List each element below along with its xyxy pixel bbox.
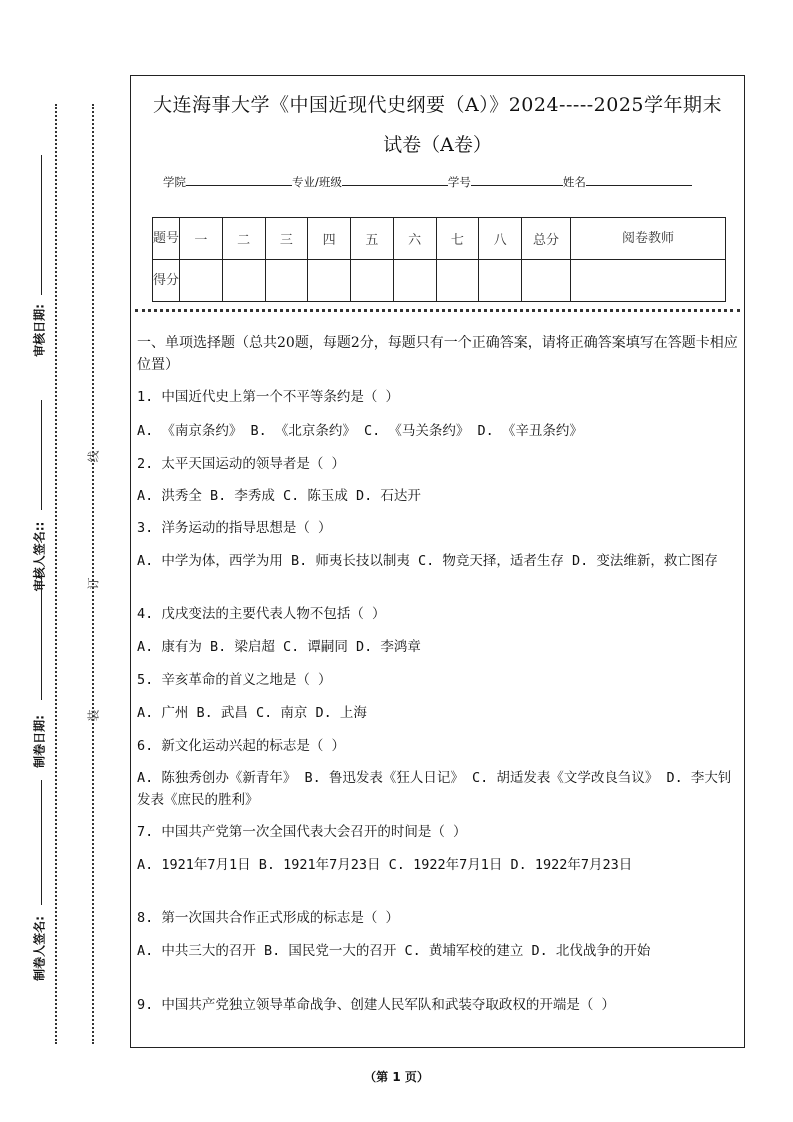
grader-cell[interactable] [571,260,726,302]
options-1: A. 《南京条约》 B. 《北京条约》 C. 《马关条约》 D. 《辛丑条约》 [137,423,583,439]
score-cell[interactable] [393,260,436,302]
col-header: 七 [436,218,479,260]
options-8: A. 中共三大的召开 B. 国民党一大的召开 C. 黄埔军校的建立 D. 北伐战争的开始 [137,943,651,959]
col-header: 二 [222,218,265,260]
binding-dotted-line-outer [55,104,57,1044]
col-header: 四 [308,218,351,260]
score-cell[interactable] [180,260,223,302]
score-cell[interactable] [436,260,479,302]
review-date-field[interactable] [41,155,42,295]
question-6: 6. 新文化运动兴起的标志是（ ） [137,738,346,754]
score-table [152,217,726,302]
exam-title-line1: 大连海事大学《中国近现代史纲要（A）》2024-----2025学年期末 [152,94,723,116]
binding-char-zhuang: 装 [86,709,101,722]
binding-char-ding: 订 [86,577,101,590]
question-1: 1. 中国近代史上第一个不平等条约是（ ） [137,389,400,405]
question-2: 2. 太平天国运动的领导者是（ ） [137,456,346,472]
student-info-row [163,173,692,190]
student-id-field[interactable] [471,173,563,186]
major-field[interactable] [342,173,448,186]
question-8: 8. 第一次国共合作正式形成的标志是（ ） [137,910,400,926]
question-5: 5. 辛亥革命的首义之地是（ ） [137,672,332,688]
question-number-label: 题号 [153,218,180,260]
name-field[interactable] [586,173,692,186]
dotted-separator [135,309,740,312]
exam-title-line2: 试卷（A卷） [383,134,492,156]
options-3: A. 中学为体，西学为用 B. 师夷长技以制夷 C. 物竞天择，适者生存 D. 变法维新，救亡图存 [137,553,718,569]
page-number: （第 1 页） [364,1070,429,1084]
options-7: A. 1921年7月1日 B. 1921年7月23日 C. 1922年7月1日 D. 1922年7月23日 [137,857,633,873]
total-header: 总分 [522,218,571,260]
make-date-field[interactable] [41,575,42,700]
col-header: 五 [351,218,394,260]
score-table-score-row [153,260,726,302]
score-cell[interactable] [222,260,265,302]
col-header: 三 [265,218,308,260]
col-header: 六 [393,218,436,260]
score-label: 得分 [153,260,180,302]
total-score-cell[interactable] [522,260,571,302]
question-7: 7. 中国共产党第一次全国代表大会召开的时间是（ ） [137,824,467,840]
score-cell[interactable] [351,260,394,302]
score-table-header-row [153,218,726,260]
exam-frame [130,75,745,1048]
major-label: 专业/班级 [292,175,342,189]
college-label: 学院 [163,175,186,189]
make-date-label: 制卷日期: [32,715,47,768]
name-label: 姓名 [562,175,586,189]
reviewer-sign-field[interactable] [41,400,42,510]
maker-sign-field[interactable] [41,780,42,905]
score-cell[interactable] [479,260,522,302]
reviewer-sign-label: 审核人签名:: [32,521,47,592]
section-title: 一、单项选择题（总共20题，每题2分，每题只有一个正确答案，请将正确答案填写在答题卡相应位置） [137,335,738,373]
college-field[interactable] [186,173,292,186]
question-3: 3. 洋务运动的指导思想是（ ） [137,520,332,536]
question-9: 9. 中国共产党独立领导革命战争、创建人民军队和武装夺取政权的开端是（ ） [137,997,616,1013]
options-2: A. 洪秀全 B. 李秀成 C. 陈玉成 D. 石达开 [137,488,421,504]
options-6: A. 陈独秀创办《新青年》 B. 鲁迅发表《狂人日记》 C. 胡适发表《文学改良刍议》 D. 李大钊发表《庶民的胜利》 [137,770,732,808]
grader-header: 阅卷教师 [571,218,726,260]
binding-char-line: 线 [86,450,101,463]
student-id-label: 学号 [447,175,471,189]
score-cell[interactable] [308,260,351,302]
col-header: 八 [479,218,522,260]
score-cell[interactable] [265,260,308,302]
col-header: 一 [180,218,223,260]
review-date-label: 审核日期: [32,304,47,357]
question-4: 4. 戊戌变法的主要代表人物不包括（ ） [137,606,386,622]
maker-sign-label: 制卷人签名: [32,916,47,981]
options-5: A. 广州 B. 武昌 C. 南京 D. 上海 [137,705,367,721]
binding-dotted-line-inner [92,104,94,1044]
options-4: A. 康有为 B. 梁启超 C. 谭嗣同 D. 李鸿章 [137,639,421,655]
